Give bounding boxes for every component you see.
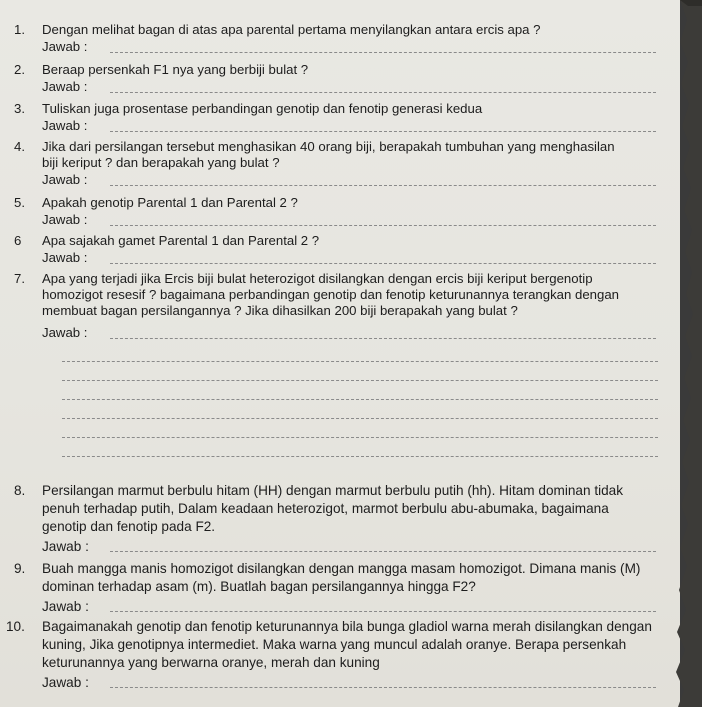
- answer-line-extra[interactable]: [62, 361, 658, 362]
- question-text: Apa sajakah gamet Parental 1 dan Parental 2 ?: [42, 233, 320, 248]
- question-9: [14, 560, 664, 615]
- question-number: 1.: [14, 22, 25, 37]
- question-number: 4.: [14, 139, 25, 154]
- answer-label: Jawab :: [42, 325, 88, 340]
- answer-label: Jawab :: [42, 118, 88, 133]
- question-2: [14, 62, 664, 96]
- question-3: [14, 101, 664, 135]
- question-text: Dengan melihat bagan di atas apa parental pertama menyilangkan antara ercis apa ?: [42, 22, 541, 37]
- answer-line[interactable]: [42, 538, 664, 555]
- question-text: Apa yang terjadi jika Ercis biji bulat heterozigot disilangkan dengan ercis biji keriput bergenotip homozigot resesif ? bagaimana perbandingan genotip dan fenotip keturunannya terangkan dengan membuat bagan persilangannya ? Jika dihasilkan 200 biji berapakah yang bulat ?: [42, 271, 620, 318]
- answer-line[interactable]: [42, 674, 664, 691]
- answer-line[interactable]: [42, 79, 664, 96]
- question-text: Buah mangga manis homozigot disilangkan dengan mangga masam homozigot. Dimana manis (M) dominan terhadap asam (m). Buatlah bagan persilangannya hingga F2?: [42, 561, 641, 594]
- question-8: [14, 482, 664, 555]
- question-5: [14, 195, 664, 229]
- question-10: [6, 618, 664, 691]
- question-text: Beraap persenkah F1 nya yang berbiji bulat ?: [42, 62, 309, 77]
- answer-label: Jawab :: [42, 39, 88, 54]
- question-number: 2.: [14, 62, 25, 77]
- answer-label: Jawab :: [42, 79, 88, 94]
- question-number: 7.: [14, 271, 25, 286]
- question-text: Jika dari persilangan tersebut menghasikan 40 orang biji, berapakah tumbuhan yang menghasilan biji keriput ? dan berapakah yang bulat ?: [42, 139, 615, 170]
- answer-line[interactable]: [42, 212, 664, 229]
- question-number: 10.: [6, 619, 25, 634]
- question-7: [14, 271, 664, 342]
- answer-line[interactable]: [42, 250, 664, 267]
- answer-label: Jawab :: [42, 539, 89, 554]
- answer-label: Jawab :: [42, 212, 88, 227]
- question-text: Apakah genotip Parental 1 dan Parental 2 ?: [42, 195, 298, 210]
- question-text: Persilangan marmut berbulu hitam (HH) dengan marmut berbulu putih (hh). Hitam dominan tidak penuh terhadap putih, Dalam keadaan heterozigot, marmot berbulu abu-abumaka, bagaimana genotip dan fenotip pada F2.: [42, 483, 624, 534]
- answer-label: Jawab :: [42, 675, 89, 690]
- answer-line[interactable]: [42, 325, 664, 342]
- question-1: [14, 22, 664, 56]
- question-4: [14, 139, 664, 189]
- answer-line[interactable]: [42, 39, 664, 56]
- answer-line[interactable]: [42, 172, 664, 189]
- answer-label: Jawab :: [42, 599, 89, 614]
- answer-label: Jawab :: [42, 172, 88, 187]
- question-number: 9.: [14, 561, 26, 576]
- answer-line-extra[interactable]: [62, 418, 658, 419]
- answer-label: Jawab :: [42, 250, 88, 265]
- answer-line-extra[interactable]: [62, 456, 658, 457]
- question-number: 8.: [14, 483, 26, 498]
- answer-line[interactable]: [42, 598, 664, 615]
- answer-line[interactable]: [42, 118, 664, 135]
- question-text: Tuliskan juga prosentase perbandingan genotip dan fenotip generasi kedua: [42, 101, 483, 116]
- question-text: Bagaimanakah genotip dan fenotip keturunannya bila bunga gladiol warna merah disilangkan dengan kuning, Jika genotipnya intermediet. Maka warna yang muncul adalah oranye. Berapa persenkah keturunannya yang berwarna oranye, merah dan kuning: [42, 619, 652, 670]
- answer-line-extra[interactable]: [62, 399, 658, 400]
- question-number: 6: [14, 233, 22, 248]
- answer-line-extra[interactable]: [62, 437, 658, 438]
- question-6: [14, 233, 664, 267]
- question-number: 3.: [14, 101, 25, 116]
- answer-line-extra[interactable]: [62, 380, 658, 381]
- question-number: 5.: [14, 195, 25, 210]
